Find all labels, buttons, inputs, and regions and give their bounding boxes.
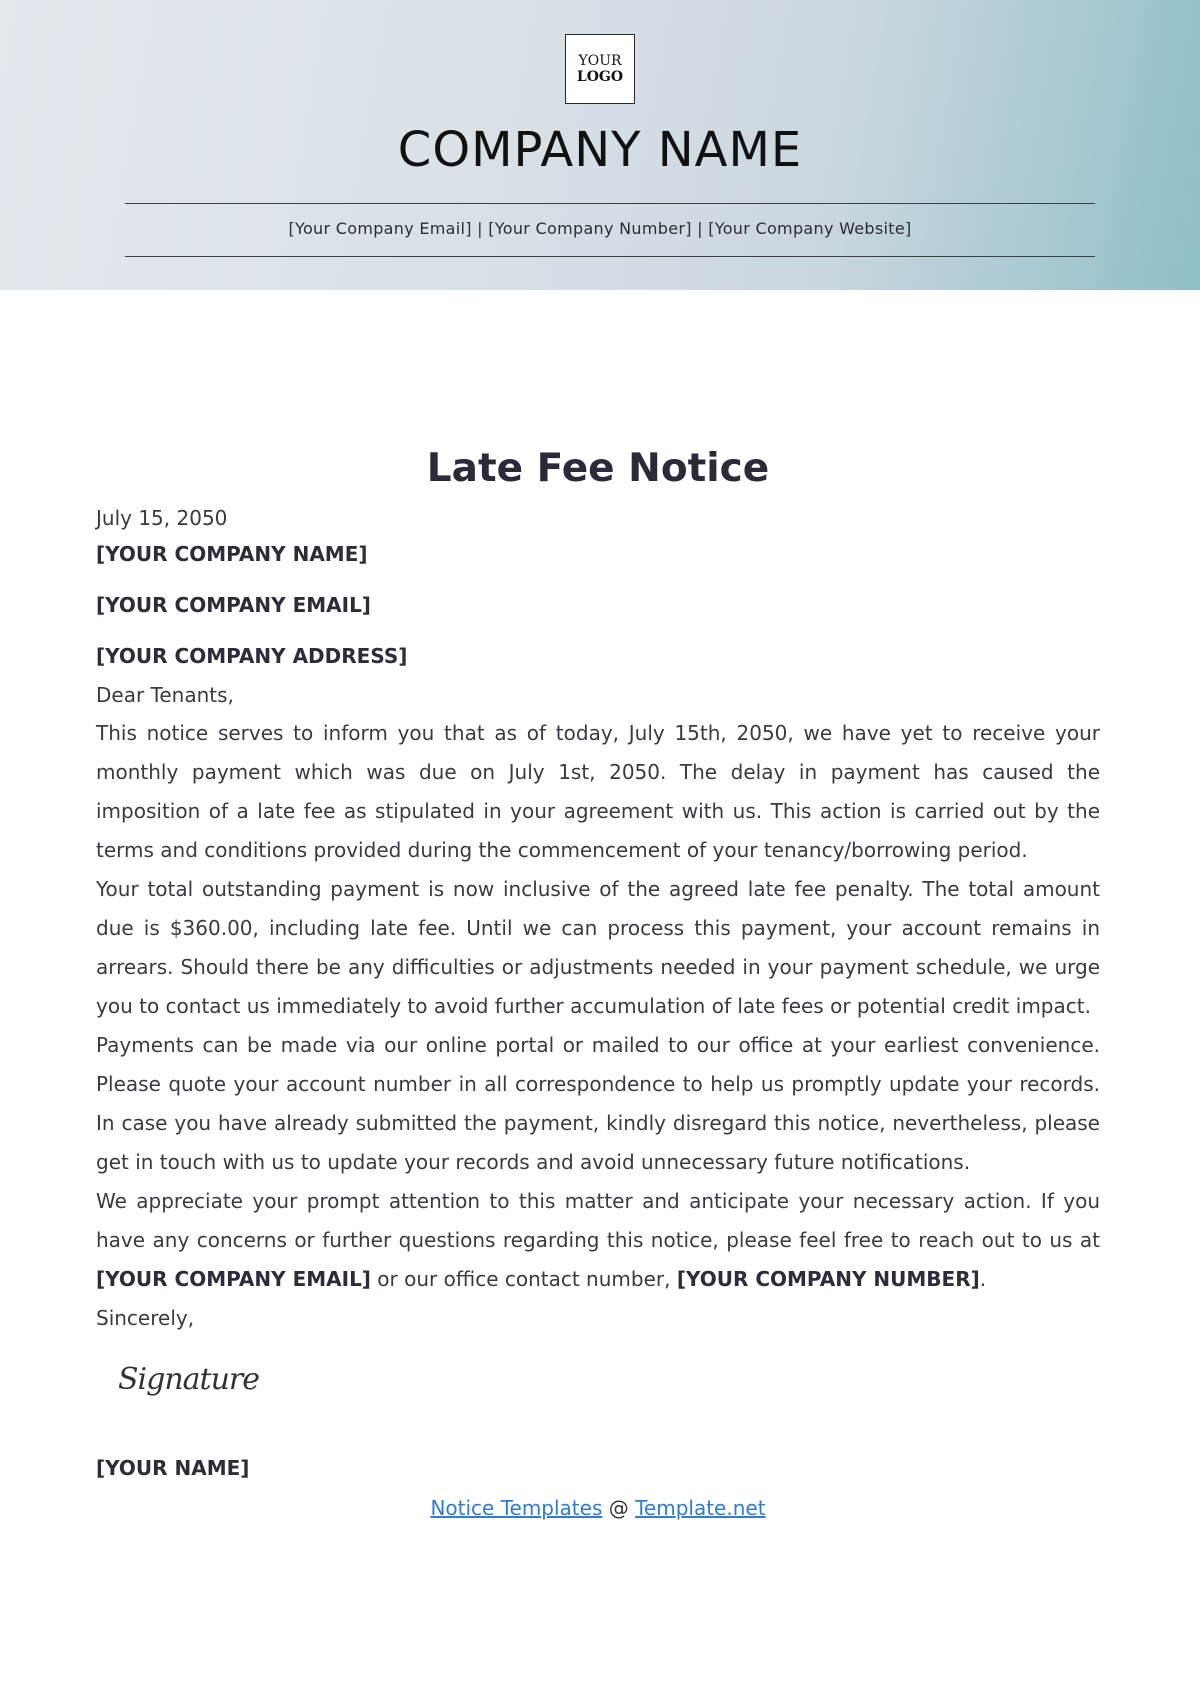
company-contact-line: [Your Company Email] | [Your Company Number] | [Your Company Website] [288,219,912,238]
paragraph-payment-methods: Payments can be made via our online portal or mailed to our office at your earliest convenience. Please quote your account number in all correspondence to help us promptly update your records. In case you have already submitted the payment, kindly disregard this notice, nevertheless, please get in touch with us to update your records and avoid unnecessary future notifications. [96,1033,1100,1174]
paragraph-outstanding: Your total outstanding payment is now inclusive of the agreed late fee penalty. The total amount due is $360.00, including late fee. Until we can process this payment, your account remains in arrears. Should there be any difficulties or adjustments needed in your payment schedule, we urge you to contact us immediately to avoid further accumulation of late fees or potential credit impact. [96,877,1100,1018]
footer-credits [96,1490,1100,1526]
paragraph-overdue: This notice serves to inform you that as of today, July 15th, 2050, we have yet to receive your monthly payment which was due on July 1st, 2050. The delay in payment has caused the imposition of a late fee as stipulated in your agreement with us. This action is carried out by the terms and conditions provided during the commencement of your tenancy/borrowing period. [96,721,1100,862]
company-name: COMPANY NAME [397,122,803,178]
signature: Signature [118,1362,260,1397]
document-title: Late Fee Notice [426,446,770,491]
template-net-link[interactable]: Template.net [635,1496,766,1520]
sender-name: [YOUR NAME] [96,1456,250,1480]
notice-templates-link[interactable]: Notice Templates [430,1496,603,1520]
paragraph-contact [96,1182,1100,1299]
recipient-company: [YOUR COMPANY NAME] [96,542,368,566]
header-banner [0,0,1200,290]
notice-date: July 15, 2050 [96,506,228,530]
greeting: Dear Tenants, [96,683,234,707]
closing: Sincerely, [96,1306,195,1330]
company-logo [565,34,635,104]
header-divider-top [125,203,1095,204]
recipient-address: [YOUR COMPANY ADDRESS] [96,644,408,668]
paragraph-contact-middle: or our office contact number, [370,1267,677,1291]
contact-number-placeholder: [YOUR COMPANY NUMBER] [676,1267,980,1291]
recipient-email: [YOUR COMPANY EMAIL] [96,593,371,617]
paragraph-contact-start: We appreciate your prompt attention to this matter and anticipate your necessary action. If you have any concerns or further questions regarding this notice, please feel free to reach out to us at [96,1189,1100,1252]
logo-text-line1: YOUR [578,53,622,69]
logo-text-line2: LOGO [576,69,624,85]
header-divider-bottom [125,256,1095,257]
contact-email-placeholder: [YOUR COMPANY EMAIL] [96,1267,371,1291]
document-body [96,440,1100,1526]
footer-separator: @ [602,1496,636,1520]
paragraph-contact-end: . [979,1267,987,1291]
